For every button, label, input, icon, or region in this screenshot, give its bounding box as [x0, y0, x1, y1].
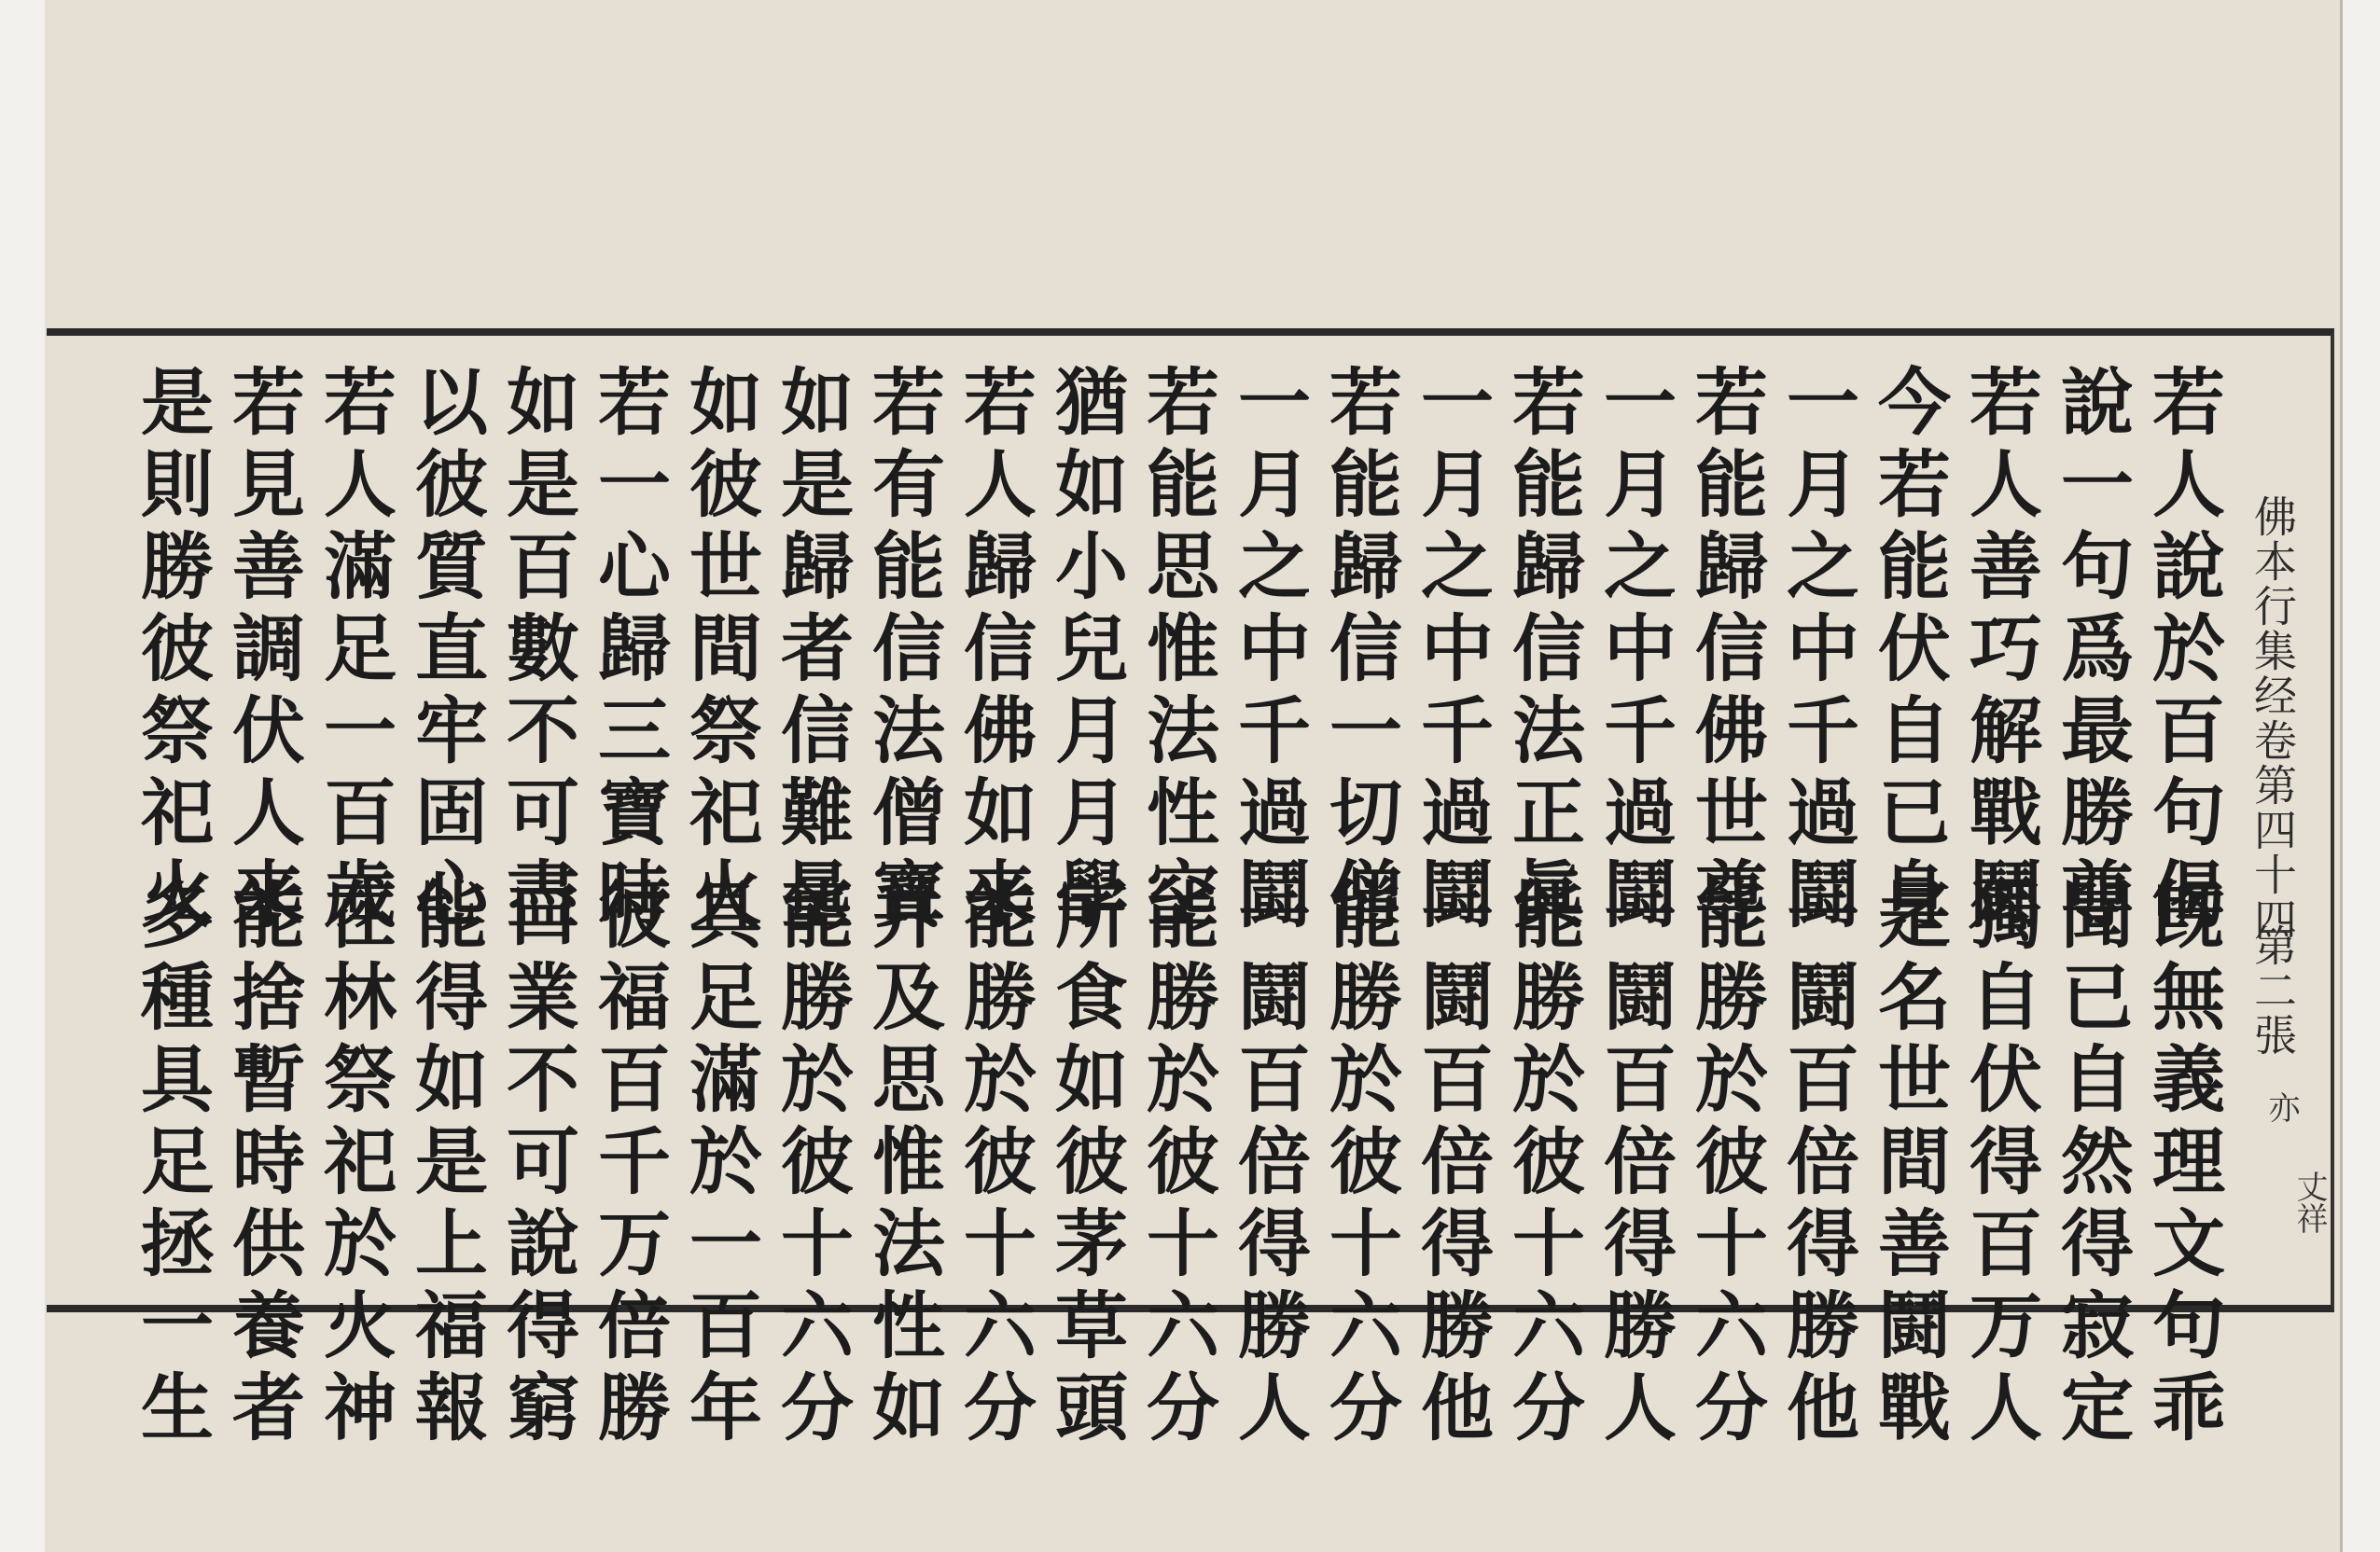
column-lower: 多種具足拯一生	[129, 877, 214, 1451]
column-upper: 一月之中千過鬪	[1409, 364, 1494, 938]
running-title: 佛本行集经卷第四十四	[2248, 494, 2298, 942]
column-lower: 并及思惟法性如	[860, 877, 945, 1451]
column-lower: 在林祭祀於火神	[312, 877, 397, 1451]
column-lower: 能勝於彼十六分	[1134, 877, 1219, 1451]
column-upper: 若人善巧解戰鬪	[1957, 364, 2042, 938]
column-lower: 一鬪百倍得勝人	[1592, 877, 1677, 1451]
column-lower: 能勝於彼十六分	[769, 877, 854, 1451]
column-upper: 若人歸信佛如来	[952, 364, 1037, 938]
column-upper: 以彼質直牢固心	[403, 364, 488, 938]
column-lower: 聞已自然得寂定	[2049, 877, 2134, 1451]
column-lower: 一鬪百倍得勝他	[1409, 877, 1494, 1451]
column-lower: 能勝於彼十六分	[1683, 877, 1768, 1451]
column-upper: 若能思惟法性空	[1134, 364, 1219, 938]
column-upper: 說一句爲最勝尊	[2049, 364, 2134, 938]
column-lower: 是名世間善鬪戰	[1866, 877, 1951, 1451]
column-upper: 一月之中千過鬪	[1226, 364, 1311, 938]
column-lower: 能勝於彼十六分	[1317, 877, 1402, 1451]
column-upper: 如彼世間祭祀火	[677, 364, 762, 938]
column-lower: 旣無義理文句乖	[2140, 877, 2225, 1451]
column-lower: 彼福百千万倍勝	[586, 877, 671, 1451]
column-upper: 今若能伏自已身	[1866, 364, 1951, 938]
text-columns	[0, 336, 2380, 1451]
column-lower: 獨自伏得百万人	[1957, 877, 2042, 1451]
column-upper: 如是歸者信難量	[769, 364, 854, 938]
column-upper: 若能歸信法正眞	[1500, 364, 1585, 938]
column-upper: 若一心歸三寶時	[586, 364, 671, 938]
column-lower: 能勝於彼十六分	[1500, 877, 1585, 1451]
column-upper: 猶如小兒月月學	[1043, 364, 1128, 938]
column-upper: 若人說於百句偈	[2140, 364, 2225, 938]
column-upper: 若能歸信一切僧	[1317, 364, 1402, 938]
leaf-number: 第二張	[2248, 923, 2298, 1058]
column-upper: 一月之中千過鬪	[1775, 364, 1859, 938]
column-upper: 若有能信法僧寶	[860, 364, 945, 938]
side-note-a: 亦	[2262, 1091, 2300, 1123]
column-lower: 能得如是上福報	[403, 877, 488, 1451]
column-lower: 口業不可說得窮	[494, 877, 579, 1451]
column-lower: 能捨暫時供養者	[220, 877, 305, 1451]
column-lower: 所食如彼茅草頭	[1043, 877, 1128, 1451]
column-lower: 一鬪百倍得勝他	[1775, 877, 1859, 1451]
column-upper: 若人滿足一百歲	[312, 364, 397, 938]
column-lower: 能勝於彼十六分	[952, 877, 1037, 1451]
side-note-b: 丈祥	[2290, 1171, 2328, 1234]
column-lower: 一鬪百倍得勝人	[1226, 877, 1311, 1451]
column-lower: 具足滿於一百年	[677, 877, 762, 1451]
column-upper: 若能歸信佛世尊	[1683, 364, 1768, 938]
column-upper: 如是百數不可盡	[494, 364, 579, 938]
column-upper: 是則勝彼祭祀火	[129, 364, 214, 938]
column-upper: 若見善調伏人来	[220, 364, 305, 938]
column-upper: 一月之中千過鬪	[1592, 364, 1677, 938]
